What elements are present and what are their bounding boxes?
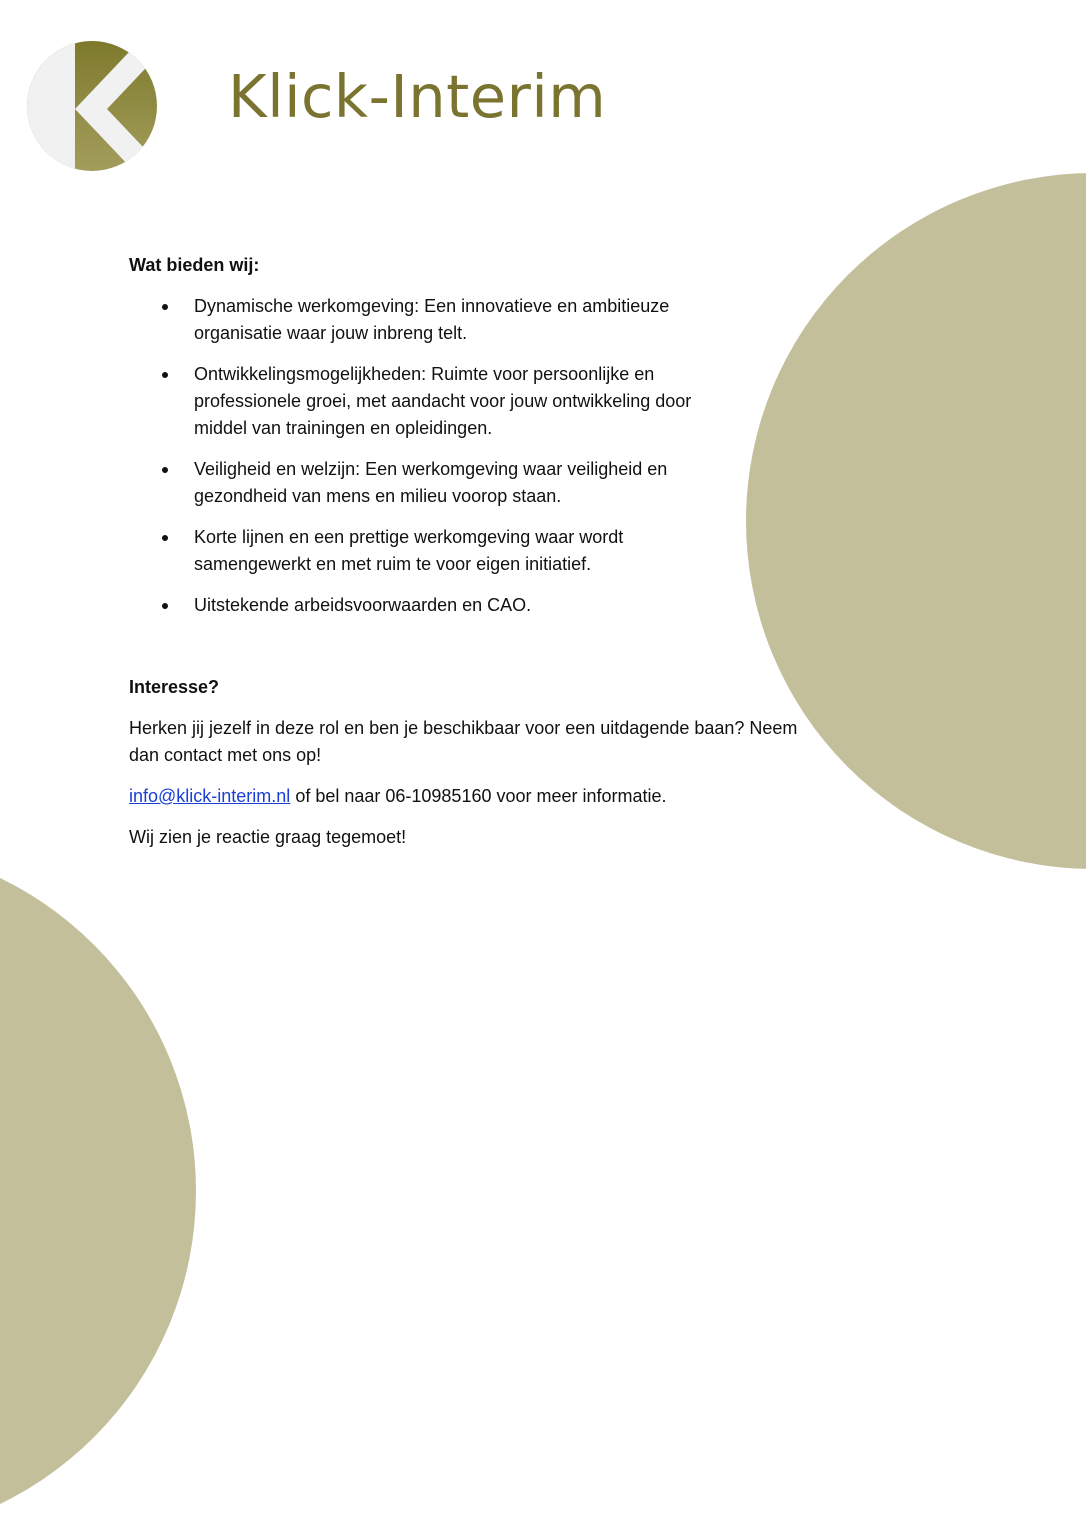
brand-name: Klick-Interim <box>228 62 607 131</box>
bullet-icon <box>162 603 168 609</box>
offer-list-item <box>129 361 734 442</box>
bullet-icon <box>162 467 168 473</box>
offer-list-item <box>129 592 734 619</box>
offer-list-item <box>129 293 734 347</box>
offer-item-text: Dynamische werkomgeving: Een innovatieve en ambitieuze organisatie waar jouw inbreng telt. <box>194 296 670 343</box>
offer-list <box>129 293 829 619</box>
email-link[interactable]: info@klick-interim.nl <box>129 786 291 806</box>
k-circle-logo-icon <box>27 41 157 171</box>
contact-line-suffix: of bel naar 06-10985160 voor meer informatie. <box>290 786 667 806</box>
offer-heading: Wat bieden wij: <box>129 255 260 275</box>
interest-heading: Interesse? <box>129 677 220 697</box>
document-body <box>129 252 829 865</box>
interest-paragraph: Herken jij jezelf in deze rol en ben je beschikbaar voor een uitdagende baan? Neem dan contact met ons op! <box>129 718 798 765</box>
bullet-icon <box>162 372 168 378</box>
bullet-icon <box>162 304 168 310</box>
offer-list-item <box>129 524 734 578</box>
offer-list-item <box>129 456 734 510</box>
bullet-icon <box>162 535 168 541</box>
offer-item-text: Veiligheid en welzijn: Een werkomgeving waar veiligheid en gezondheid van mens en milieu voorop staan. <box>194 459 668 506</box>
contact-line <box>129 783 829 810</box>
closing-line: Wij zien je reactie graag tegemoet! <box>129 827 407 847</box>
offer-item-text: Ontwikkelingsmogelijkheden: Ruimte voor persoonlijke en professionele groei, met aandacht voor jouw ontwikkeling door middel van trainingen en opleidingen. <box>194 364 692 438</box>
offer-item-text: Korte lijnen en een prettige werkomgeving waar wordt samengewerkt en met ruim te voor eigen initiatief. <box>194 527 624 574</box>
offer-item-text: Uitstekende arbeidsvoorwaarden en CAO. <box>194 595 532 615</box>
decorative-circle-left <box>0 843 196 1539</box>
